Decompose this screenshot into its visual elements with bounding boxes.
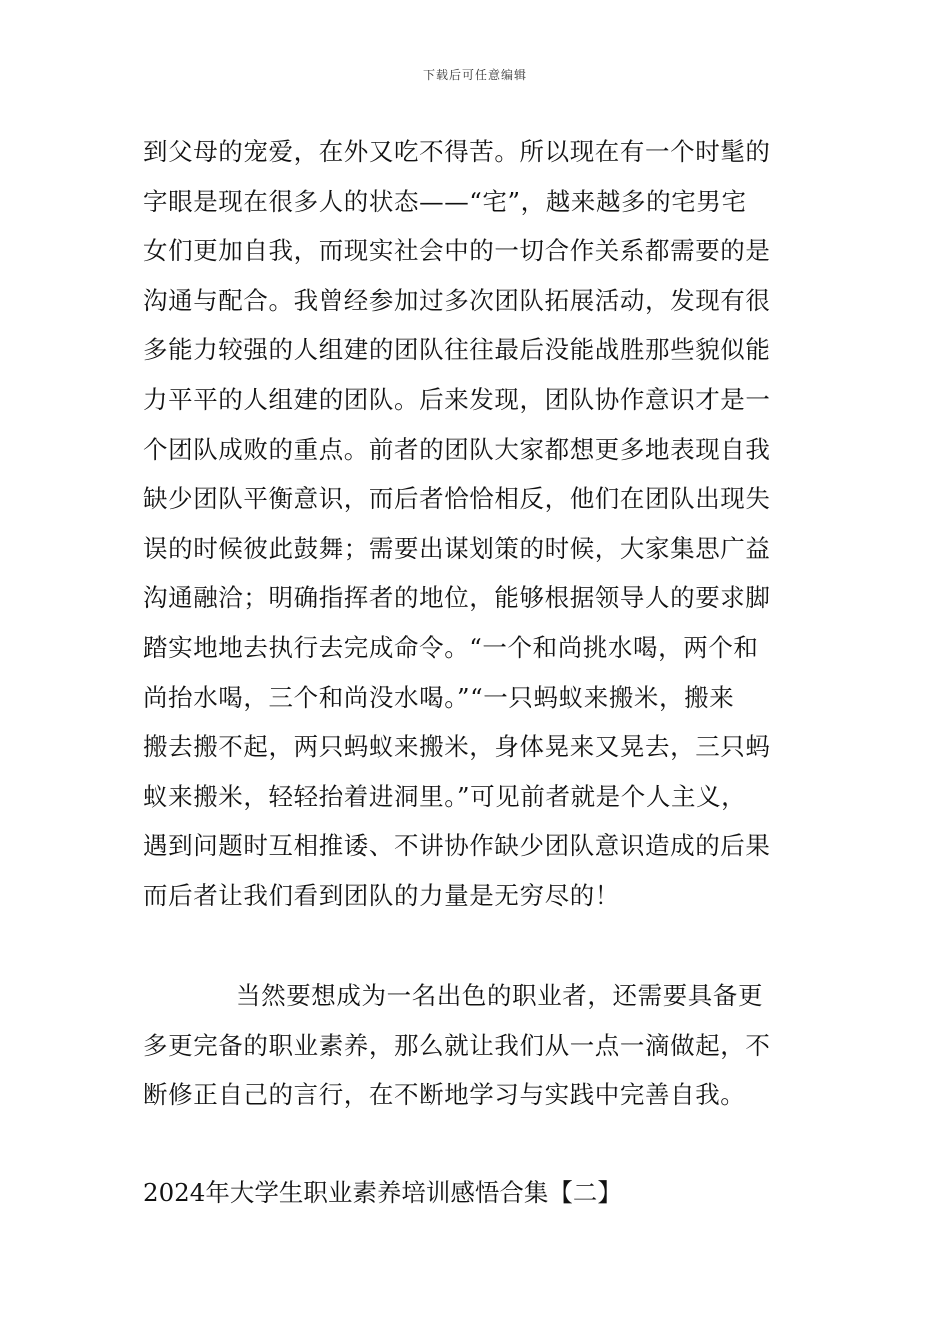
- paragraph-line: 力平平的人组建的团队。后来发现，团队协作意识才是一: [143, 384, 771, 414]
- paragraph-line: 字眼是现在很多人的状态——“宅”，越来越多的宅男宅: [143, 186, 747, 216]
- paragraph-line: 当然要想成为一名出色的职业者，还需要具备更: [236, 981, 764, 1010]
- paragraph-line: 蚁来搬米，轻轻抬着进洞里。”可见前者就是个人主义，: [143, 781, 747, 811]
- paragraph-2: [143, 971, 808, 1120]
- paragraph-line: 多能力较强的人组建的团队往往最后没能战胜那些貌似能: [143, 335, 771, 365]
- paragraph-line: 缺少团队平衡意识，而后者恰恰相反，他们在团队出现失: [143, 484, 771, 514]
- paragraph-line: 遇到问题时互相推诿、不讲协作缺少团队意识造成的后果: [143, 831, 771, 861]
- section-heading: 2024年大学生职业素养培训感悟合集【二】: [143, 1178, 622, 1207]
- paragraph-line: 断修正自己的言行，在不断地学习与实践中完善自我。: [143, 1080, 746, 1110]
- paragraph-line: 搬去搬不起，两只蚂蚁来搬米，身体晃来又晃去，三只蚂: [143, 732, 771, 762]
- page-header: 下载后可任意编辑: [422, 68, 527, 82]
- paragraph-line: 沟通融洽；明确指挥者的地位，能够根据领导人的要求脚: [143, 583, 771, 613]
- paragraph-line: 到父母的宠爱，在外又吃不得苦。所以现在有一个时髦的: [143, 137, 771, 166]
- paragraph-line: 女们更加自我，而现实社会中的一切合作关系都需要的是: [143, 236, 771, 266]
- paragraph-line: 误的时候彼此鼓舞；需要出谋划策的时候，大家集思广益: [143, 533, 771, 563]
- paragraph-1: [143, 127, 808, 921]
- paragraph-line: 沟通与配合。我曾经参加过多次团队拓展活动，发现有很: [143, 285, 771, 315]
- paragraph-line: 踏实地地去执行去完成命令。“一个和尚挑水喝，两个和: [143, 632, 759, 662]
- paragraph-line: 而后者让我们看到团队的力量是无穷尽的！: [143, 880, 620, 910]
- paragraph-line: 多更完备的职业素养，那么就让我们从一点一滴做起，不: [143, 1030, 771, 1060]
- paragraph-line: 尚抬水喝，三个和尚没水喝。”“一只蚂蚁来搬米，搬来: [143, 682, 735, 712]
- paragraph-line: 个团队成败的重点。前者的团队大家都想更多地表现自我: [143, 434, 771, 464]
